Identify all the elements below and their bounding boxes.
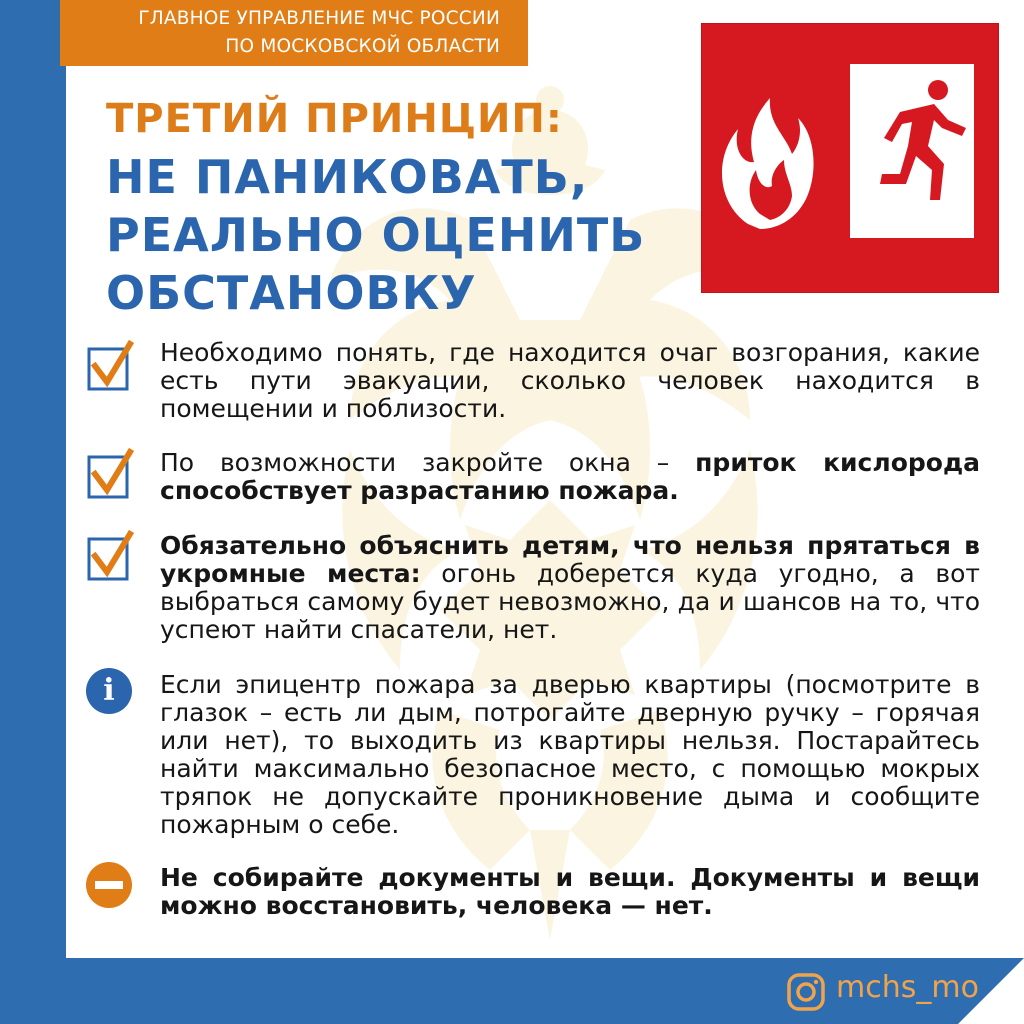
checkbox-icon [86, 528, 134, 580]
item-2-bold: приток кислорода способствует разрастанию пожара. [160, 448, 980, 505]
checkbox-icon [86, 338, 134, 390]
item-3-bold: Обязательно объяснить детям, что нельзя прятаться в укромные места: [160, 531, 980, 588]
item-3-text [160, 532, 980, 644]
item-2-text [160, 449, 980, 505]
item-1-text: Необходимо понять, где находится очаг возгорания, какие есть пути эвакуации, сколько человек находится в помещении и поблизости. [160, 338, 980, 423]
header-line-1: ГЛАВНОЕ УПРАВЛЕНИЕ МЧС РОССИИ [138, 8, 500, 29]
checkbox-icon [86, 446, 134, 498]
title-line-2: НЕ ПАНИКОВАТЬ, [106, 150, 589, 204]
item-2-regular: По возможности закройте окна – [160, 448, 696, 477]
frame-left [0, 0, 66, 1024]
info-glyph: i [103, 673, 115, 708]
item-5-bold: Не собирайте документы и вещи. Документы и вещи можно восстановить, человека — нет. [160, 863, 980, 920]
fire-exit-sign [702, 24, 998, 292]
instagram-icon[interactable] [786, 972, 826, 1012]
info-icon [86, 668, 132, 714]
fire-exit-icon [702, 24, 998, 292]
item-3-regular: огонь доберется куда угодно, а вот выбраться самому будет невозможно, да и шансов на то, что успеют найти спасатели, нет. [160, 559, 980, 644]
minus-icon [86, 862, 132, 908]
item-4-text: Если эпицентр пожара за дверью квартиры (посмотрите в глазок – есть ли дым, потрогайте дверную ручку – горячая или нет), то выходить из квартиры нельзя. Постарайтесь найти максимально безопасное место, с помощью мокрых тряпок не допускайте проникновение дыма и сообщите пожарным о себе. [160, 670, 980, 839]
instagram-handle[interactable]: mchs_mo [836, 970, 979, 1005]
header-line-2: ПО МОСКОВСКОЙ ОБЛАСТИ [225, 36, 500, 57]
item-5-text [160, 864, 980, 920]
title-line-1: ТРЕТИЙ ПРИНЦИП: [106, 96, 563, 142]
header-band [60, 0, 528, 66]
page-title [106, 90, 645, 322]
title-line-4: ОБСТАНОВКУ [106, 266, 477, 320]
title-line-3: РЕАЛЬНО ОЦЕНИТЬ [106, 208, 646, 262]
